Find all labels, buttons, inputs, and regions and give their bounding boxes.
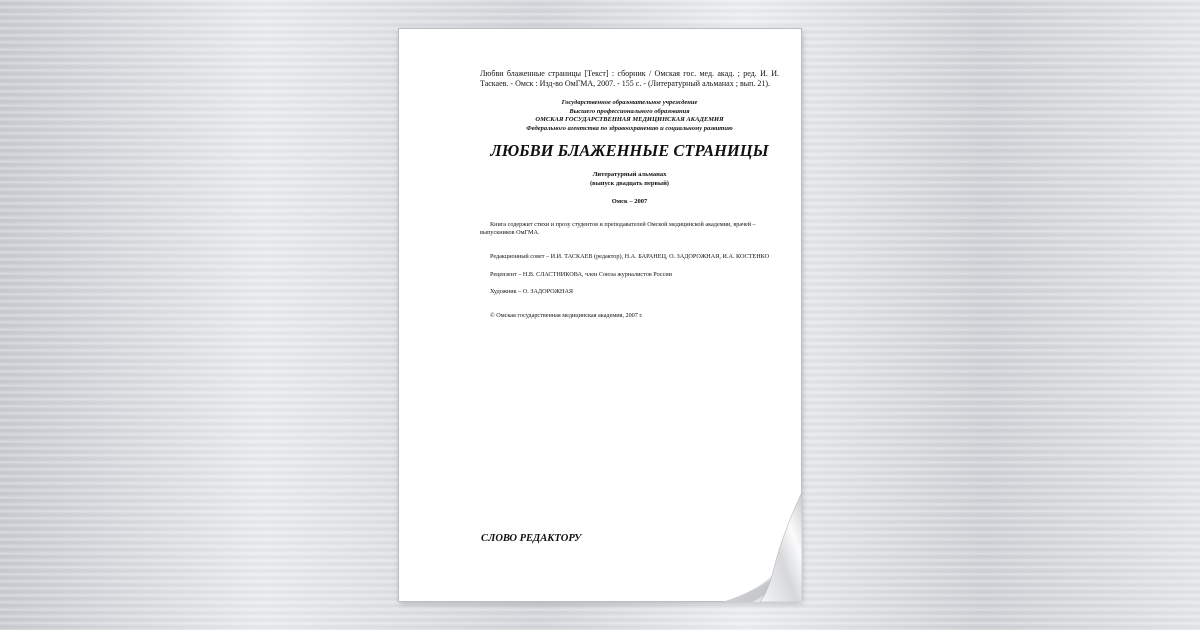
description-paragraph <box>480 221 779 238</box>
document-page <box>399 29 801 601</box>
publisher-block <box>480 99 779 133</box>
publisher-line-4: Федерального агентства по здравоохранению и социальному развитию <box>526 124 733 132</box>
subtitle-line-1: Литературный альманах <box>592 171 667 178</box>
copyright-text: © Омская государственная медицинская академия, 2007 г. <box>490 312 643 319</box>
place-year: Омск – 2007 <box>611 198 648 205</box>
editorial-board-text: Редакционный совет – И.И. ТАСКАЕВ (редактор), Н.А. БАРАНЕЦ, О. ЗАДОРОЖНАЯ, И.А. КОСТЕНКО <box>490 252 770 260</box>
bibliographic-record: Любви блаженные страницы [Текст] : сборник / Омская гос. мед. акад. ; ред. И. И. Таскаев. - Омск : Изд-во ОмГМА, 2007. - 155 с. - (Литературный альманах ; вып. 21). <box>480 69 779 88</box>
artist-text: Художник – О. ЗАДОРОЖНАЯ <box>490 287 574 295</box>
document-title: ЛЮБВИ БЛАЖЕННЫЕ СТРАНИЦЫ <box>490 141 769 160</box>
subtitle-line-2: (выпуск двадцать первый) <box>590 179 669 187</box>
page-content <box>480 69 779 321</box>
reviewer-paragraph <box>480 271 779 280</box>
reviewer-text: Рецензент – Н.В. СЛАСТНИКОВА, член Союза журналистов России <box>490 271 672 278</box>
editorial-board-paragraph <box>480 253 779 262</box>
page-curl-icon <box>722 482 802 602</box>
publisher-line-2: Высшего профессионального образования <box>569 107 690 115</box>
publisher-line-1: Государственное образовательное учреждение <box>561 99 698 106</box>
editor-word-heading: СЛОВО РЕДАКТОРУ <box>481 533 582 544</box>
description-text: Книга содержит стихи и прозу студентов и преподавателей Омской медицинской академии, врачей – выпускников ОмГМА. <box>480 220 756 236</box>
artist-paragraph <box>480 288 779 297</box>
publisher-line-3: ОМСКАЯ ГОСУДАРСТВЕННАЯ МЕДИЦИНСКАЯ АКАДЕМИЯ <box>535 116 724 123</box>
subtitle-block <box>480 171 779 188</box>
copyright-paragraph <box>480 312 779 321</box>
